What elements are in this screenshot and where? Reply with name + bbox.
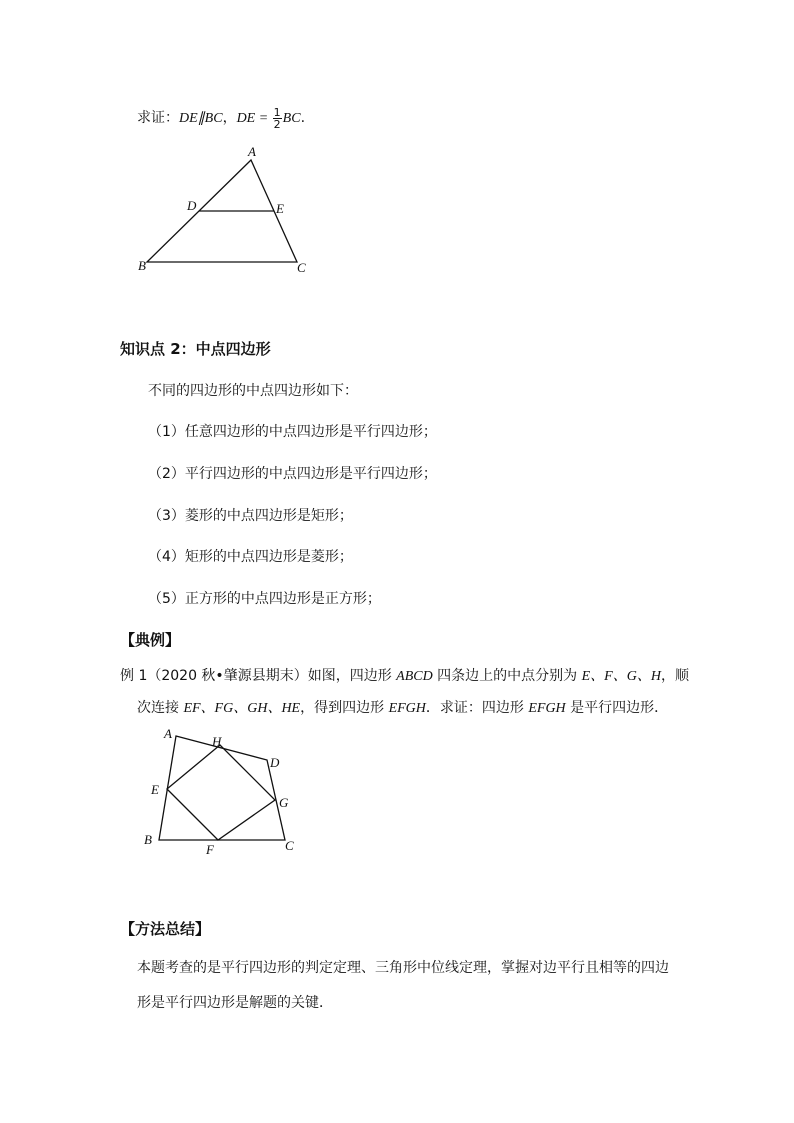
knowledge-item-5: （5）正方形的中点四边形是正方形； [148, 591, 381, 607]
de-equals: DE = [236, 111, 272, 126]
example-line2-lead: 次连接 [137, 700, 184, 716]
example-line1-tail: ，顺 [660, 668, 689, 684]
label-d: D [187, 198, 197, 213]
quad-efgh-2: EFGH [528, 701, 566, 716]
label-b: B [138, 258, 146, 273]
knowledge-item-4: （4）矩形的中点四边形是菱形； [148, 549, 353, 565]
label-b2: B [144, 832, 152, 847]
knowledge-item-3: （3）菱形的中点四边形是矩形； [148, 508, 353, 524]
segments-list: EF、FG、GH、HE [183, 701, 301, 716]
example-line-1 [120, 665, 689, 685]
method-line-2: 形是平行四边形是解题的关键． [137, 995, 333, 1011]
midpoints-efgh: E、F、G、H [581, 669, 661, 684]
example-line2-mid2: ．求证：四边形 [425, 700, 529, 716]
quad-efgh-1: EFGH [388, 701, 426, 716]
label-a2: A [164, 726, 172, 741]
example-section-title: 【典例】 [120, 631, 181, 649]
example-line1-lead: 例 1（2020 秋•肇源县期末）如图，四边形 [120, 668, 397, 684]
quadrilateral-abcd [159, 736, 285, 840]
knowledge-point-title: 知识点 2：中点四边形 [120, 340, 271, 358]
label-f: F [206, 842, 214, 857]
example-line2-mid: ，得到四边形 [300, 700, 389, 716]
triangle-midline-figure [130, 140, 320, 280]
knowledge-item-2: （2）平行四边形的中点四边形是平行四边形； [148, 466, 437, 482]
quadrilateral-efgh [167, 745, 275, 840]
label-a: A [248, 144, 256, 159]
label-c: C [297, 260, 306, 275]
quad-abcd: ABCD [396, 669, 433, 684]
midpoint-quadrilateral-figure [140, 722, 310, 862]
label-c2: C [285, 838, 294, 853]
method-line-1: 本题考查的是平行四边形的判定定理、三角形中位线定理，掌握对边平行且相等的四边 [137, 960, 669, 976]
label-e2: E [151, 782, 159, 797]
label-d2: D [270, 755, 280, 770]
label-h: H [212, 734, 222, 749]
knowledge-intro: 不同的四边形的中点四边形如下： [148, 383, 358, 399]
proof-sep: ， [222, 110, 237, 126]
proof-statement [137, 104, 305, 132]
label-e: E [276, 201, 284, 216]
proof-prefix: 求证： [137, 110, 179, 126]
fraction-denominator: 2 [273, 117, 281, 131]
fraction-numerator: 1 [273, 105, 281, 119]
label-g: G [279, 795, 289, 810]
knowledge-item-1: （1）任意四边形的中点四边形是平行四边形； [148, 424, 437, 440]
example-line2-tail: 是平行四边形． [565, 700, 669, 716]
one-half-fraction [273, 107, 282, 130]
proof-period: . [300, 110, 306, 126]
method-section-title: 【方法总结】 [120, 920, 211, 938]
bc-term: BC [282, 111, 301, 126]
example-line1-mid: 四条边上的中点分别为 [432, 668, 582, 684]
de-parallel-bc: DE∥BC [179, 111, 223, 126]
example-line-2 [137, 697, 668, 717]
